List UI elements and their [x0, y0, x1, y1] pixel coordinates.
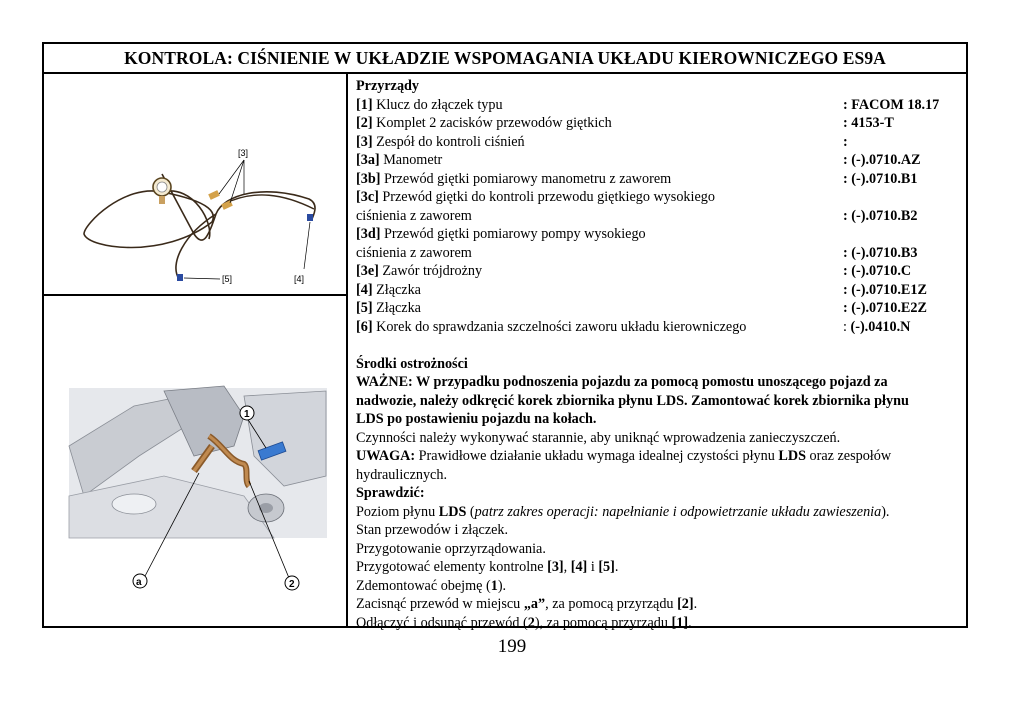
page-number: 199: [497, 636, 527, 657]
tools-heading: Przyrządy: [356, 78, 420, 94]
check-hoses: Stan przewodów i złączek.: [356, 522, 509, 538]
tool-kit-figure: [44, 74, 346, 296]
tool-item: [3b] Przewód giętki pomiarowy manometru z zaworem : (-).0710.B1: [356, 170, 918, 187]
document-frame: [42, 42, 968, 631]
precautions-heading: Środki ostrożności: [356, 355, 468, 372]
figure1-callout-3: [3]: [238, 148, 249, 158]
page-title: KONTROLA: CIŚNIENIE W UKŁADZIE WSPOMAGANIA UKŁADU KIEROWNICZEGO ES9A: [44, 44, 966, 74]
engine-bay-figure: [44, 296, 346, 626]
tool-preparation: Przygotowanie oprzyrządowania.: [356, 540, 546, 557]
figure2-callout-2: 2: [289, 579, 295, 590]
instructions-column: [356, 77, 960, 632]
important-note-line: WAŻNE: W przypadku podnoszenia pojazdu za pomocą pomostu unoszącego pojazd za: [356, 374, 888, 390]
figure1-callout-4: [4]: [294, 274, 305, 284]
tool-item: [3c] Przewód giętki do kontroli przewodu giętkiego wysokiego: [356, 189, 715, 205]
figures-column: [44, 74, 348, 626]
tool-item-continued: ciśnienia z zaworem : (-).0710.B3: [356, 244, 918, 261]
uwaga-note: UWAGA: Prawidłowe działanie układu wymaga idealnej czystości płynu LDS oraz zespołów: [356, 448, 892, 464]
step-disconnect-hose: Odłączyć i odsunąć przewód (2), za pomocą przyrządu [1].: [356, 614, 692, 631]
tool-item: [3] Zespół do kontroli ciśnień :: [356, 133, 848, 150]
check-heading: Sprawdzić:: [356, 485, 425, 501]
figure2-callout-a: a: [136, 577, 142, 588]
tool-item: [5] Złączka : (-).0710.E2Z: [356, 300, 927, 316]
tool-item: [1] Klucz do złączek typu : FACOM 18.17: [356, 96, 940, 113]
steering-pump-illustration: [44, 296, 346, 626]
check-fluid-level: Poziom płynu LDS (patrz zakres operacji: napełnianie i odpowietrzanie układu zawieszenia).: [356, 503, 890, 520]
tool-item: [3a] Manometr : (-).0710.AZ: [356, 152, 921, 168]
tool-item: [3e] Zawór trójdrożny : (-).0710.C: [356, 263, 912, 279]
step-clamp-hose: Zacisnąć przewód w miejscu „a”, za pomocą przyrządu [2].: [356, 596, 698, 612]
step-remove-clamp: Zdemontować obejmę (1).: [356, 577, 507, 594]
important-note-line: LDS po postawieniu pojazdu na kołach.: [356, 411, 597, 427]
uwaga-note-continued: hydraulicznych.: [356, 466, 447, 483]
figure1-callout-5: [5]: [222, 274, 233, 284]
care-note: Czynności należy wykonywać starannie, aby uniknąć wprowadzenia zanieczyszczeń.: [356, 429, 841, 446]
important-note-line: nadwozie, należy odkręcić korek zbiornika płynu LDS. Zamontować korek zbiornika płynu: [356, 392, 909, 409]
figure2-callout-1: 1: [244, 409, 250, 420]
tool-item: [3d] Przewód giętki pomiarowy pompy wysokiego: [356, 226, 646, 242]
step-prepare-elements: Przygotować elementy kontrolne [3], [4] i [5].: [356, 559, 619, 575]
tool-item-continued: ciśnienia z zaworem : (-).0710.B2: [356, 207, 918, 224]
tool-item: [4] Złączka : (-).0710.E1Z: [356, 281, 927, 298]
tool-item: [6] Korek do sprawdzania szczelności zaworu układu kierowniczego : (-).0410.N: [356, 318, 911, 335]
pressure-gauge-hoses-illustration: [44, 74, 346, 294]
tool-item: [2] Komplet 2 zacisków przewodów giętkich : 4153-T: [356, 115, 894, 131]
